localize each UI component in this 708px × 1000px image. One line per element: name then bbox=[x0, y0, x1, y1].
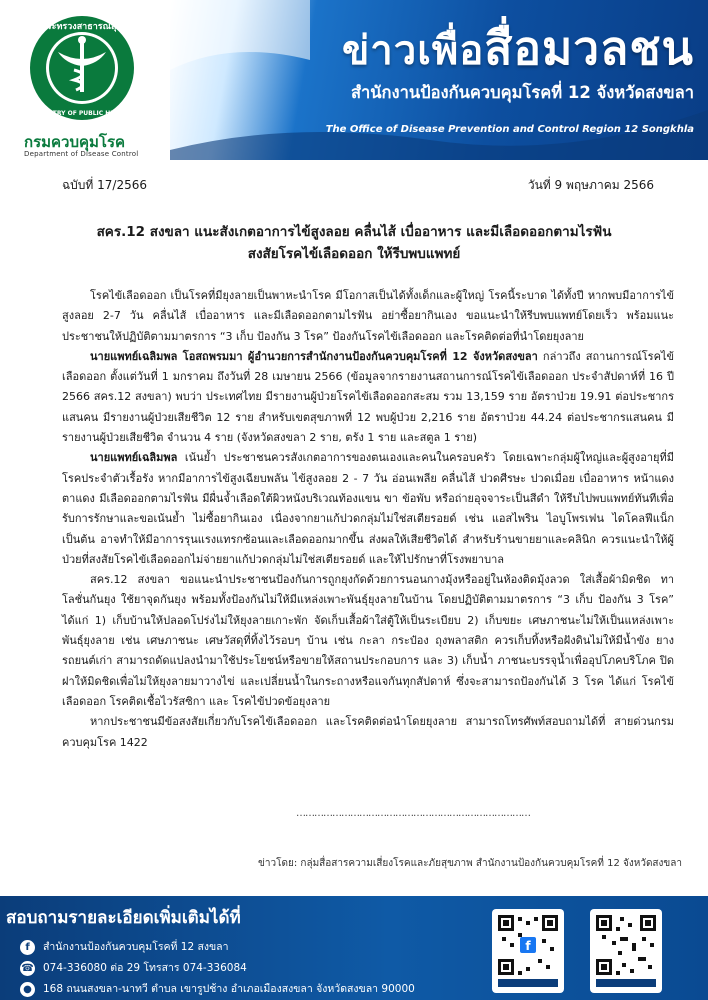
qr-code-icon bbox=[594, 913, 658, 989]
line-qr-code[interactable] bbox=[590, 909, 662, 993]
release-date: วันที่ 9 พฤษภาคม 2566 bbox=[527, 178, 654, 192]
paragraph-1 bbox=[62, 286, 674, 347]
phone-contact bbox=[20, 959, 247, 976]
headline-part2: สื่อมวลชน bbox=[484, 21, 694, 75]
title-line-2: สงสัยโรคไข้เลือดออก ให้รีบพบแพทย์ bbox=[247, 246, 461, 262]
ministry-seal-logo bbox=[28, 14, 136, 122]
header bbox=[0, 0, 708, 160]
svg-text:MINISTRY OF PUBLIC HEALTH: MINISTRY OF PUBLIC HEALTH bbox=[33, 110, 131, 117]
address-contact bbox=[20, 980, 415, 997]
paragraph-2-lead: นายแพทย์เฉลิมพล โอสถพรมมา ผู้อำนวยการสำนักงานป้องกันควบคุมโรคที่ 12 จังหวัดสงขลา bbox=[90, 349, 538, 363]
office-address: 168 ถนนสงขลา-นาทวี ตำบล เขารูปช้าง อำเภอเมืองสงขลา จังหวัดสงขลา 90000 bbox=[43, 983, 415, 995]
svg-text:กระทรวงสาธารณสุข: กระทรวงสาธารณสุข bbox=[41, 22, 123, 32]
facebook-icon: f bbox=[20, 940, 35, 955]
paragraph-5-text: หากประชาชนมีข้อสงสัยเกี่ยวกับโรคไข้เลือดออก และโรคติดต่อนำโดยยุงลาย สามารถโทรศัพท์สอบถามได้ที่ สายด่วนกรมควบคุมโรค 1422 bbox=[62, 715, 674, 749]
article-body bbox=[62, 286, 674, 753]
paragraph-4 bbox=[62, 570, 674, 712]
facebook-page-name: สำนักงานป้องกันควบคุมโรคที่ 12 สงขลา bbox=[43, 941, 229, 953]
paragraph-3-lead: นายแพทย์เฉลิมพล bbox=[90, 451, 178, 465]
press-release-banner bbox=[170, 0, 708, 160]
signature-divider: …………………………………………………………………… bbox=[296, 808, 530, 819]
facebook-contact bbox=[20, 938, 229, 955]
logo-block bbox=[6, 6, 166, 156]
headline-part1: ข่าวเพื่อ bbox=[341, 28, 485, 74]
news-source-credit: ข่าวโดย: กลุ่มสื่อสารความเสี่ยงโรคและภัยสุขภาพ สำนักงานป้องกันควบคุมโรคที่ 12 จังหวัดสงขลา bbox=[258, 858, 682, 869]
office-name-thai: สำนักงานป้องกันควบคุมโรคที่ 12 จังหวัดสงขลา bbox=[350, 83, 694, 102]
paragraph-2 bbox=[62, 347, 674, 448]
banner-headline bbox=[342, 12, 694, 85]
paragraph-3 bbox=[62, 448, 674, 570]
svg-text:f: f bbox=[525, 939, 531, 953]
paragraph-3-text: เน้นย้ำ ประชาชนควรสังเกตอาการของตนเองและคนในครอบครัว โดยเฉพาะกลุ่มผู้ใหญ่และผู้สูงอายุที่มีโรคประจำตัวเรื้อรัง หากมีอาการไข้สูงเฉียบพลัน ไข้สูงลอย 2 - 7 วัน อ่อนเพลีย คลื่นไส้ ปวดศีรษะ ปวดเมื่อย เบื่ออาหาร หน้าแดง ตาแดง มีเลือดออกตามไรฟัน มีผื่นจ้ำเลือดใต้ผิวหนังบริเวณท้องแขน ขา ข้อพับ หรือถ่ายอุจจาระเป็นสีดำ ให้รีบไปพบแพทย์ทันทีเพื่อรับการรักษาและขอเน้นย้ำ ไม่ซื้อยากินเอง เนื่องจากยาแก้ปวดกลุ่มไม่ใช่สเตียรอยด์ เช่น แอสไพริน ไอบูโพรเฟน ไดโคลฟีแน็ก เป็นต้น อาจทำให้มีอาการรุนแรงแทรกซ้อนและเลือดออกมากขึ้น ส่งผลให้เสียชีวิตได้ สำหรับร้านขายยาและคลินิก ควรแนะนำให้ผู้ป่วยที่สงสัยโรคไข้เลือดออกไม่จ่ายยาแก้ปวดกลุ่มไม่ใช่สเตียรอยด์ และให้ไปรักษาที่โรงพยาบาล bbox=[62, 451, 674, 566]
paragraph-1-text: โรคไข้เลือดออก เป็นโรคที่มียุงลายเป็นพาหะนำโรค มีโอกาสเป็นได้ทั้งเด็กและผู้ใหญ่ โรคนี้ระบาด ได้ทั้งปี หากพบมีอาการไข้สูงลอย 2-7 วัน คลื่นไส้ เบื่ออาหาร และมีเลือดออกตามไรฟัน อย่าซื้อยากินเอง ขอแนะนำให้รีบพบแพทย์โดยเร็ว พร้อมแนะประชาชนให้ปฏิบัติตามมาตรการ “3 เก็บ ป้องกัน 3 โรค” ป้องกันโรคไข้เลือดออก และโรคติดต่อที่นำโดยยุงลาย bbox=[62, 289, 674, 343]
department-name-english: Department of Disease Control bbox=[24, 150, 139, 158]
paragraph-4-text: สคร.12 สงขลา ขอแนะนำประชาชนป้องกันการถูกยุงกัดด้วยการนอนกางมุ้งหรืออยู่ในห้องติดมุ้งลวด ใส่เสื้อผ้ามิดชิด ทาโลชั่นกันยุง ใช้ยาจุดกันยุง พร้อมทั้งป้องกันไม่ให้มีแหล่งเพาะพันธุ์ยุงลายในบ้าน โดยปฏิบัติตามมาตรการ “3 เก็บ ป้องกัน 3 โรค” ได้แก่ 1) เก็บบ้านให้ปลอดโปร่งไม่ให้ยุงลายเกาะพัก จัดเก็บเสื้อผ้าใส่ตู้ให้เป็นระเบียบ 2) เก็บขยะ เศษภาชนะไม่ให้เป็นแหล่งเพาะพันธุ์ยุงลาย เช่น เศษภาชนะ เศษวัสดุที่ทิ้งไว้รอบๆ บ้าน เช่น กะลา กระป๋อง ถุงพลาสติก ควรเก็บทิ้งหรือฝังดินไม่ให้มีน้ำขัง ยางรถยนต์เก่า สามารถดัดแปลงนำมาใช้ประโยชน์หรือขายให้สถานประกอบการ และ 3) เก็บน้ำ ภาชนะบรรจุน้ำเพื่ออุปโภคบริโภค ปิดฝาให้มิดชิดเพื่อไม่ให้ยุงลายมาวางไข่ และเปลี่ยนน้ำในกระถางหรือแจกันทุกสัปดาห์ ซึ่งจะสามารถป้องกันได้ 3 โรค ได้แก่ โรคไข้เลือดออก โรคติดเชื้อไวรัสซิกา และ โรคไข้ปวดข้อยุงลาย bbox=[62, 573, 674, 708]
phone-icon: ☎ bbox=[21, 962, 34, 974]
office-name-english: The Office of Disease Prevention and Control Region 12 Songkhla bbox=[325, 124, 694, 135]
paragraph-5 bbox=[62, 712, 674, 753]
phone-numbers: 074-336080 ต่อ 29 โทรสาร 074-336084 bbox=[43, 962, 247, 974]
issue-number: ฉบับที่ 17/2566 bbox=[62, 178, 147, 192]
department-name-thai: กรมควบคุมโรค bbox=[24, 133, 126, 151]
paragraph-2-text: กล่าวถึง สถานการณ์โรคไข้เลือดออก ตั้งแต่วันที่ 1 มกราคม ถึงวันที่ 28 เมษายน 2566 (ข้อมูลจากรายงานสถานการณ์โรคไข้เลือดออก ประจำสัปดาห์ที่ 16 ปี 2566 สคร.12 สงขลา) พบว่า ประเทศไทย มีรายงานผู้ป่วยโรคไข้เลือดออกสะสม รวม 13,159 ราย อัตราป่วย 19.91 ต่อประชากรแสนคน มีรายงานผู้ป่วยเสียชีวิต 12 ราย สำหรับเขตสุขภาพที่ 12 พบผู้ป่วย 2,216 ราย อัตราป่วย 44.24 ต่อประชากรแสนคน มีรายงานผู้ป่วยเสียชีวิต จำนวน 4 ราย (จังหวัดสงขลา 2 ราย, ตรัง 1 ราย และสตูล 1 ราย) bbox=[62, 349, 674, 445]
facebook-qr-code[interactable] bbox=[492, 909, 564, 993]
title-line-1: สคร.12 สงขลา แนะสังเกตอาการไข้สูงลอย คลื่นไส้ เบื่ออาหาร และมีเลือดออกตามไรฟัน bbox=[96, 224, 612, 240]
contact-title: สอบถามรายละเอียดเพิ่มเติมได้ที่ bbox=[6, 908, 241, 928]
qr-code-icon bbox=[496, 913, 560, 989]
location-icon: ● bbox=[20, 982, 35, 997]
press-release-title bbox=[40, 221, 668, 265]
